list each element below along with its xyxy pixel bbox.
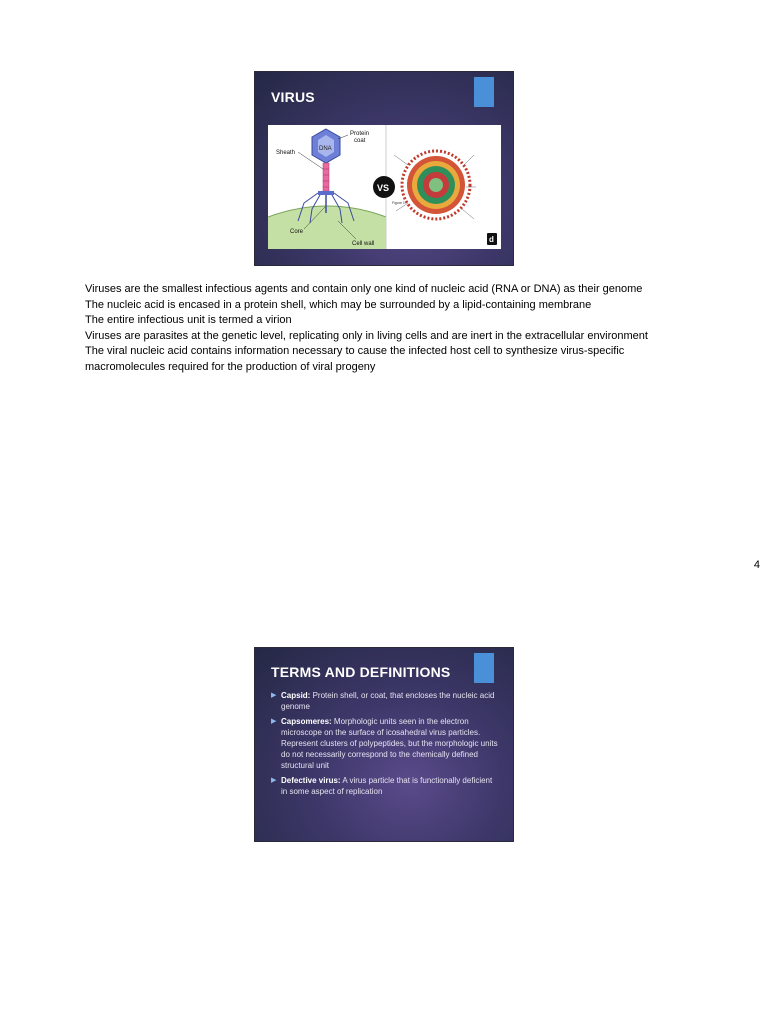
definition-item [271, 775, 499, 797]
sheath-label: Sheath [276, 150, 296, 156]
note-line: The entire infectious unit is termed a virion [85, 314, 292, 326]
page-number: 4 [753, 559, 760, 571]
dna-label: DNA [319, 146, 332, 152]
slide-virus [254, 71, 514, 266]
triangle-bullet-icon: ▶ [271, 777, 277, 784]
core-label: Core [290, 229, 304, 235]
definition-text: Morphologic units seen in the electron microscope on the surface of icosahedral virus particles. Represent clusters of polypeptides, but the morphologic units do not necessarily correspond to the chemically defined structural unit [281, 717, 498, 770]
protein-coat-label-line2: coat [354, 138, 366, 144]
figure-label: Figure 1 [392, 201, 405, 205]
virus-illustration [268, 125, 501, 249]
note-line: Viruses are parasites at the genetic level, replicating only in living cells and are inert in the extracellular environment [85, 329, 648, 342]
definition-term: Capsomeres: [281, 717, 332, 726]
note-line: The viral nucleic acid contains information necessary to cause the infected host cell to synthesize virus-specific macromolecules required for the production of viral progeny [85, 345, 625, 373]
slide-title: TERMS AND DEFINITIONS [271, 664, 451, 680]
triangle-bullet-icon: ▶ [271, 718, 277, 725]
vs-label: VS [377, 183, 390, 193]
definition-text: Protein shell, or coat, that encloses the nucleic acid genome [281, 691, 495, 711]
enveloped-virus-icon [402, 151, 470, 219]
definition-item [271, 690, 499, 712]
bacteriophage-vs-virus-diagram [268, 125, 501, 249]
svg-text:d: d [489, 235, 494, 244]
definition-term: Defective virus: [281, 776, 341, 785]
definition-item [271, 716, 499, 771]
cell-wall-label: Cell wall [352, 241, 375, 247]
protein-coat-label-line1: Protein [350, 131, 370, 137]
slide-notes [85, 282, 695, 375]
slide-terms-and-definitions [254, 647, 514, 842]
note-line: The nucleic acid is encased in a protein shell, which may be surrounded by a lipid-containing membrane [85, 298, 592, 311]
definition-term: Capsid: [281, 691, 311, 700]
definition-text: A virus particle that is functionally deficient in some aspect of replication [281, 776, 493, 796]
note-line: Viruses are the smallest infectious agents and contain only one kind of nucleic acid (RNA or DNA) as their genome [85, 283, 643, 295]
triangle-bullet-icon: ▶ [271, 692, 277, 699]
slide-title: VIRUS [271, 89, 315, 105]
accent-block [474, 653, 494, 683]
definitions-list [271, 690, 499, 801]
accent-block [474, 77, 494, 107]
